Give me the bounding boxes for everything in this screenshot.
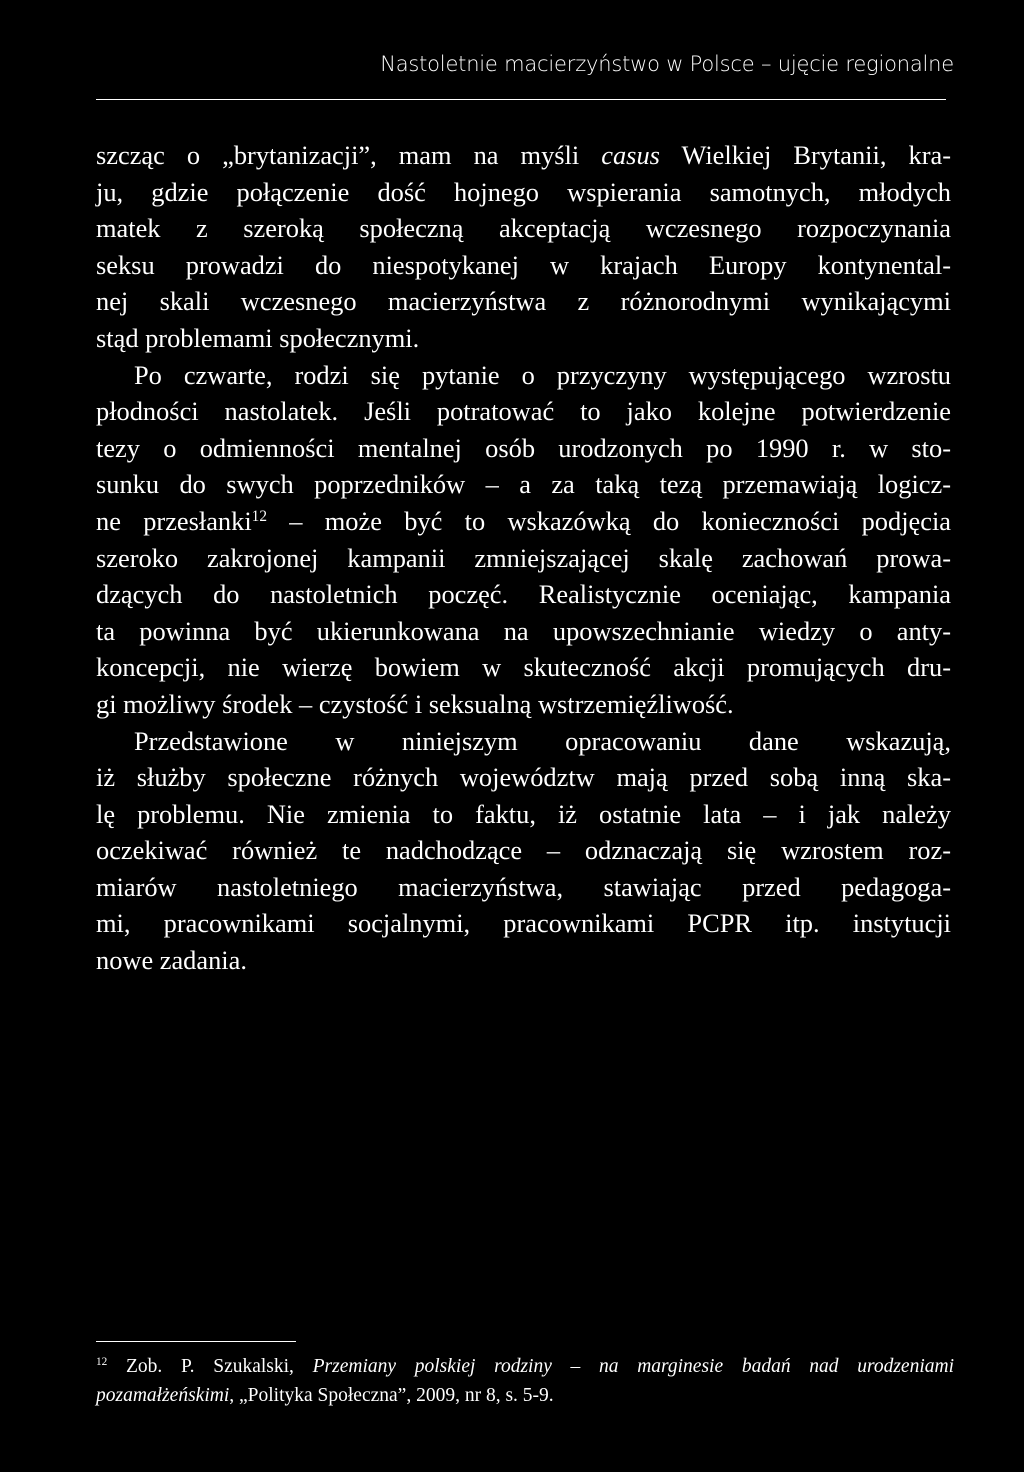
body-text <box>96 137 951 979</box>
text-line: płodności nastolatek. Jeśli potratować to jako kolejne potwierdzenie <box>96 396 951 427</box>
text-line: mi, pracownikami socjalnymi, pracownikami PCPR itp. instytucji <box>96 908 951 939</box>
text-line: stąd problemami społecznymi. <box>96 322 420 353</box>
text-line: ne przesłanki$^{12}$ – może być to wskazówką do konieczności podjęcia <box>96 505 951 536</box>
text-line: lę problemu. Nie zmienia to faktu, iż ostatnie lata – i jak należy <box>96 798 951 829</box>
text-line: koncepcji, nie wierzę bowiem w skuteczność akcji promujących dru- <box>96 652 951 683</box>
running-head: Nastoletnie macierzyństwo w Polsce – ujęcie regionalne <box>380 52 954 76</box>
text-line: seksu prowadzi do niespotykanej w krajach Europy kontynental- <box>96 249 951 280</box>
text-line: miarów nastoletniego macierzyństwa, stawiając przed pedagoga- <box>96 871 951 902</box>
text-line: szeroko zakrojonej kampanii zmniejszającej skalę zachowań prowa- <box>96 542 951 573</box>
footnote-reference: 12 <box>251 507 267 525</box>
text-line: tezy o odmienności mentalnej osób urodzonych po 1990 r. w sto- <box>96 432 951 463</box>
text-line: matek z szeroką społeczną akceptacją wczesnego rozpoczynania <box>96 213 951 244</box>
footnote-number: 12 <box>96 1356 108 1369</box>
text-line: oczekiwać również te nadchodzące – odznaczają się wzrostem roz- <box>96 835 951 866</box>
footnote <box>96 1352 954 1410</box>
text-line: ju, gdzie połączenie dość hojnego wspierania samotnych, młodych <box>96 176 951 207</box>
text-line: sunku do swych poprzedników – a za taką tezą przemawiają logicz- <box>96 469 951 500</box>
text-line: gi możliwy środek – czystość i seksualną wstrzemięźliwość. <box>96 688 734 719</box>
text-line: nowe zadania. <box>96 945 247 976</box>
text-line: dzących do nastoletnich poczęć. Realistycznie oceniając, kampania <box>96 579 951 610</box>
text-line: ta powinna być ukierunkowana na upowszechnianie wiedzy o anty- <box>96 615 951 646</box>
text-line: szcząc o „brytanizacji”, mam na myśli casus Wielkiej Brytanii, kra- <box>96 140 951 170</box>
paragraph <box>96 137 951 357</box>
text-line: iż służby społeczne różnych województw mają przed sobą inną ska- <box>96 762 951 793</box>
header-rule <box>96 99 946 100</box>
paragraph <box>96 357 951 723</box>
text-line: Przedstawione w niniejszym opracowaniu dane wskazują, <box>134 725 951 756</box>
text-line: nej skali wczesnego macierzyństwa z różnorodnymi wynikającymi <box>96 286 951 317</box>
text-line: Po czwarte, rodzi się pytanie o przyczyny występującego wzrostu <box>134 359 951 390</box>
footnote-rule <box>96 1341 296 1342</box>
paragraph <box>96 723 951 979</box>
footnote-line: pozamałżeńskimi, „Polityka Społeczna”, 2009, nr 8, s. 5-9. <box>96 1385 554 1406</box>
footnote-line: $^{12}$ Zob. P. Szukalski, Przemiany polskiej rodziny – na marginesie badań nad urodzeniami <box>96 1356 954 1377</box>
